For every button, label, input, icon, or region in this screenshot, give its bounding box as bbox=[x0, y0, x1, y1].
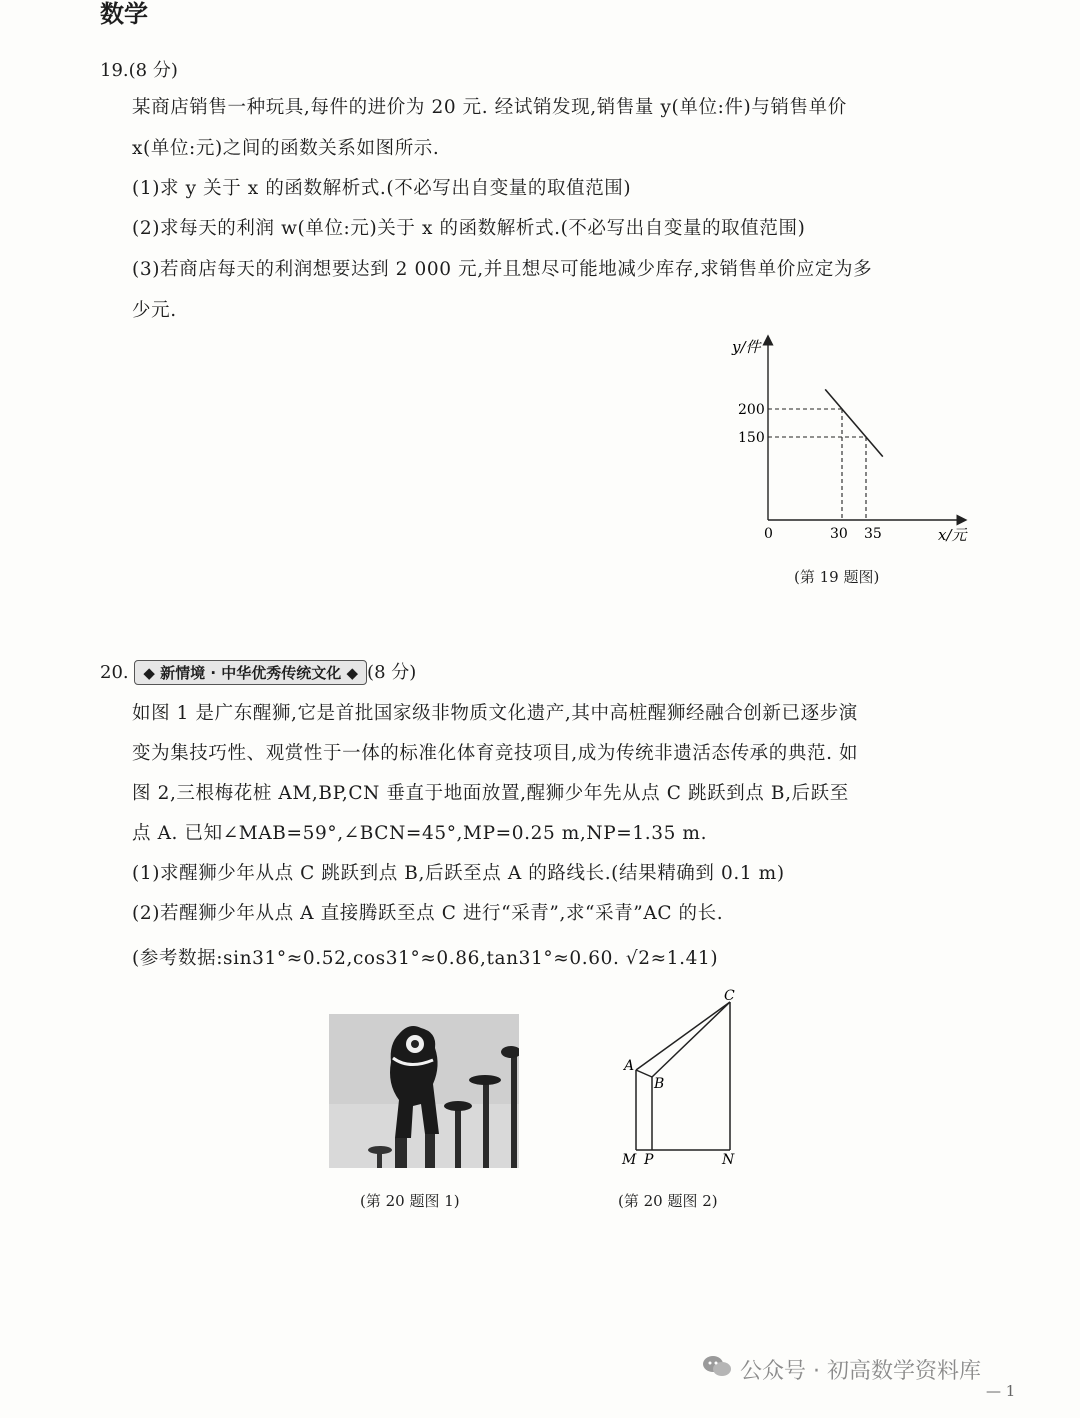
x-tick-label-35: 35 bbox=[864, 526, 882, 542]
segment-AB bbox=[636, 1070, 652, 1077]
demand-line bbox=[825, 389, 883, 456]
q19-line-1: 某商店销售一种玩具,每件的进价为 20 元. 经试销发现,销售量 y(单位:件)与销售单价 bbox=[132, 97, 847, 118]
q20-tag-badge: ◆ 新情境 · 中华优秀传统文化 ◆ bbox=[134, 660, 367, 685]
page-number: — 1 bbox=[986, 1382, 1016, 1400]
q20-line-6: (2)若醒狮少年从点 A 直接腾跃至点 C 进行“采青”,求“采青”AC 的长. bbox=[132, 903, 724, 924]
q19-line-3: (1)求 y 关于 x 的函数解析式.(不必写出自变量的取值范围) bbox=[132, 178, 632, 199]
q19-figure-caption: (第 19 题图) bbox=[794, 568, 880, 586]
pole-geometry-diagram bbox=[614, 984, 754, 1174]
label-B: B bbox=[654, 1076, 665, 1092]
label-M: M bbox=[622, 1152, 637, 1168]
origin-label: 0 bbox=[764, 526, 773, 542]
lion-dance-photo bbox=[329, 1014, 519, 1168]
label-N: N bbox=[722, 1152, 735, 1168]
q19-line-2: x(单位:元)之间的函数关系如图所示. bbox=[132, 138, 440, 159]
x-axis-label: x/元 bbox=[938, 526, 967, 544]
x-tick-label-30: 30 bbox=[830, 526, 848, 542]
q20-line-2: 变为集技巧性、观赏性于一体的标准化体育竞技项目,成为传统非遗活态传承的典范. 如 bbox=[132, 743, 859, 764]
q20-line-7: (参考数据:sin31°≈0.52,cos31°≈0.86,tan31°≈0.60. √2≈1.41) bbox=[132, 948, 719, 969]
y-tick-label-200: 200 bbox=[738, 402, 765, 418]
q20-line-5: (1)求醒狮少年从点 C 跳跃到点 B,后跃至点 A 的路线长.(结果精确到 0.1 m) bbox=[132, 863, 785, 884]
q19-function-graph bbox=[720, 330, 990, 560]
segment-BC bbox=[652, 1002, 730, 1077]
fig2-caption: (第 20 题图 2) bbox=[618, 1192, 718, 1210]
q19-line-5: (3)若商店每天的利润想要达到 2 000 元,并且想尽可能地减少库存,求销售单价应定为多 bbox=[132, 259, 873, 280]
q20-line-1: 如图 1 是广东醒狮,它是首批国家级非物质文化遗产,其中高桩醒狮经融合创新已逐步演 bbox=[132, 703, 858, 724]
q20-number: 20. bbox=[100, 662, 129, 683]
q20-line-3: 图 2,三根梅花桩 AM,BP,CN 垂直于地面放置,醒狮少年先从点 C 跳跃到点 B,后跃至 bbox=[132, 783, 849, 804]
y-axis-label: y/件 bbox=[732, 338, 761, 356]
q20-score: (8 分) bbox=[367, 662, 417, 683]
fig1-caption: (第 20 题图 1) bbox=[360, 1192, 460, 1210]
q20-line-4: 点 A. 已知∠MAB=59°,∠BCN=45°,MP=0.25 m,NP=1.35 m. bbox=[132, 823, 708, 844]
y-tick-label-150: 150 bbox=[738, 430, 765, 446]
segment-AC bbox=[636, 1002, 730, 1070]
q19-number-text: 19. bbox=[100, 60, 129, 81]
q19-number bbox=[100, 56, 178, 82]
q19-line-6: 少元. bbox=[132, 300, 177, 321]
label-C: C bbox=[724, 988, 735, 1004]
watermark-text: 公众号 · 初高数学资料库 bbox=[740, 1359, 981, 1384]
label-P: P bbox=[644, 1152, 654, 1168]
q19-score: (8 分) bbox=[128, 60, 178, 81]
subject-header: 数学 bbox=[100, 0, 148, 28]
q20-header bbox=[100, 658, 416, 685]
wechat-icon bbox=[702, 1354, 732, 1378]
label-A: A bbox=[624, 1058, 635, 1074]
q19-line-4: (2)求每天的利润 w(单位:元)关于 x 的函数解析式.(不必写出自变量的取值范围) bbox=[132, 218, 806, 239]
